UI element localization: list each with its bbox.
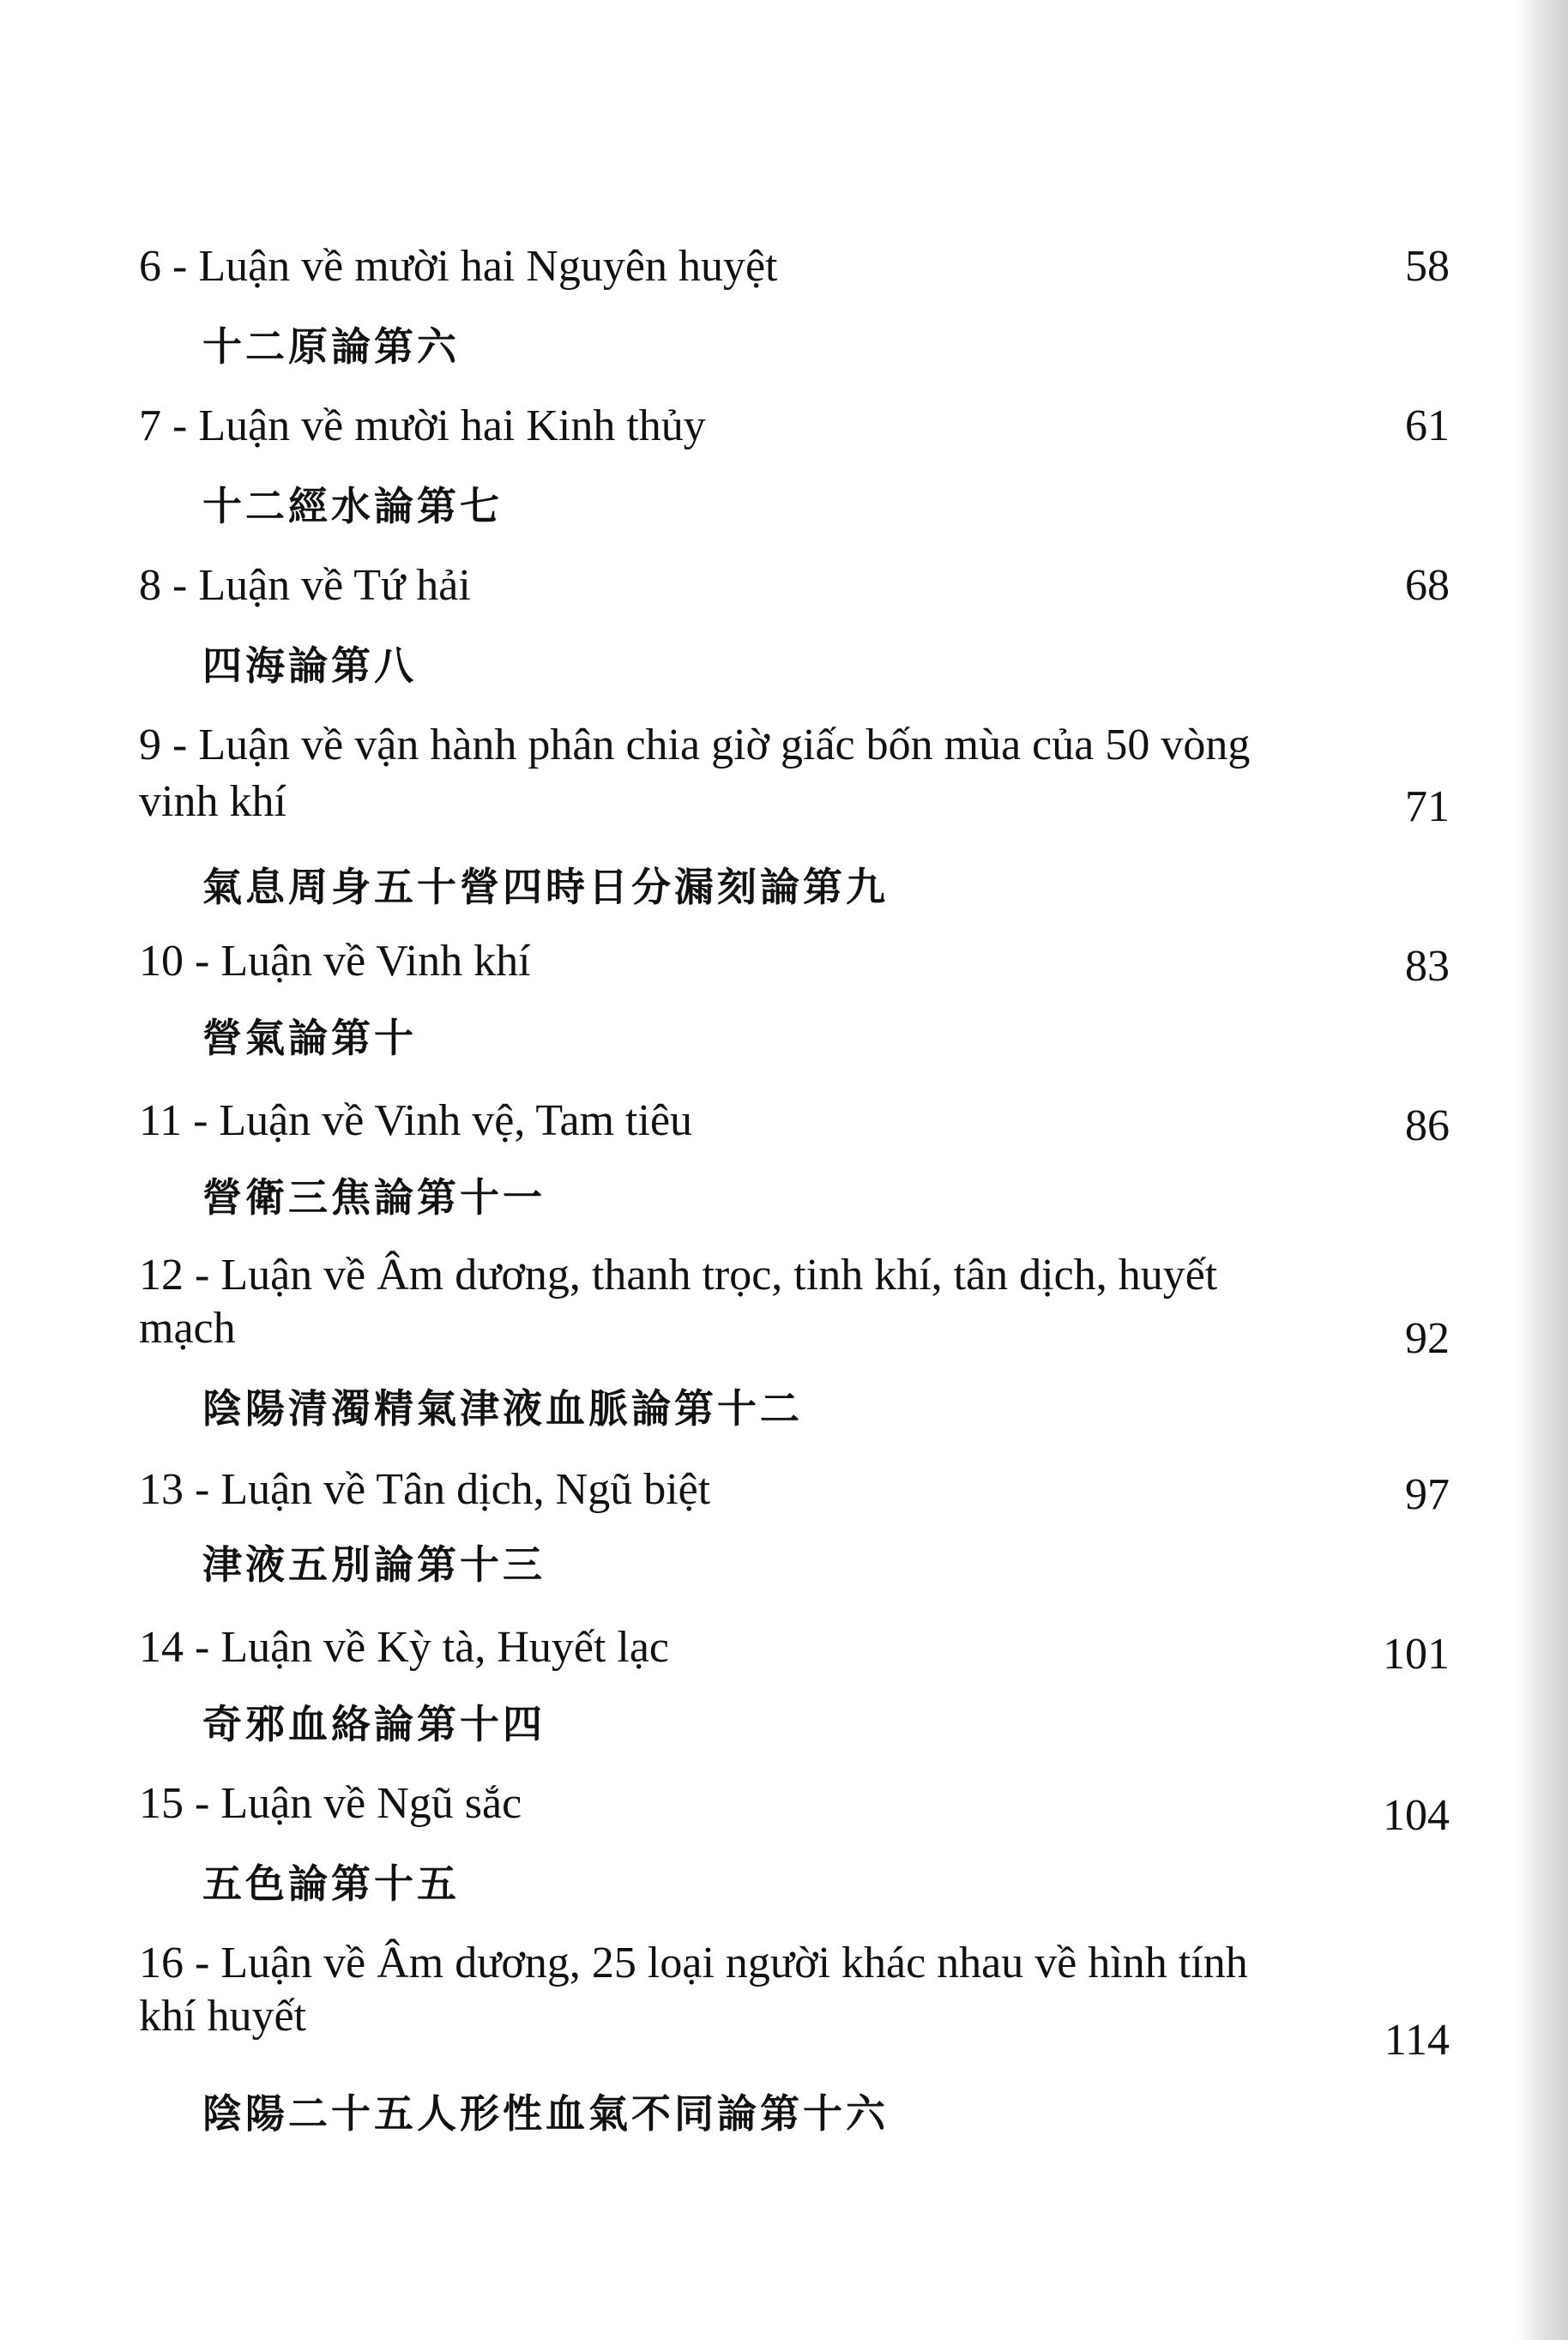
toc-entry-page: 114 — [1384, 2016, 1450, 2065]
toc-entry-title: 8 - Luận về Tứ hải — [139, 561, 471, 610]
toc-entry-title: 9 - Luận về vận hành phân chia giờ giấc bốn mùa của 50 vòng — [139, 721, 1251, 769]
toc-entry-title: 14 - Luận về Kỳ tà, Huyết lạc — [139, 1623, 670, 1672]
toc-entry-page: 101 — [1383, 1630, 1450, 1679]
toc-entry-chinese: 營衛三焦論第十一 — [202, 1174, 546, 1221]
toc-entry-page: 61 — [1405, 401, 1450, 450]
toc-entry-title-continued: vinh khí — [139, 777, 286, 826]
toc-entry-chinese: 四海論第八 — [202, 642, 417, 689]
toc-entry-title: 16 - Luận về Âm dương, 25 loại người khác nhau về hình tính — [139, 1939, 1248, 1987]
toc-entry-page: 97 — [1405, 1470, 1450, 1519]
toc-entry-title-continued: khí huyết — [139, 1992, 306, 2041]
toc-entry-page: 83 — [1405, 942, 1450, 991]
toc-entry-chinese: 氣息周身五十營四時日分漏刻論第九 — [202, 864, 889, 910]
toc-entry-title: 15 - Luận về Ngũ sắc — [139, 1779, 522, 1828]
toc-entry-page: 92 — [1405, 1314, 1450, 1363]
toc-entry-title: 6 - Luận về mười hai Nguyên huyệt — [139, 242, 778, 291]
toc-entry-chinese: 五色論第十五 — [202, 1861, 460, 1907]
toc-entry-page: 86 — [1405, 1101, 1450, 1150]
toc-entry-title: 12 - Luận về Âm dương, thanh trọc, tinh khí, tân dịch, huyết — [139, 1251, 1218, 1300]
toc-entry-chinese: 陰陽二十五人形性血氣不同論第十六 — [202, 2090, 889, 2137]
toc-entry-chinese: 十二經水論第七 — [202, 483, 503, 529]
toc-entry-page: 68 — [1405, 561, 1450, 610]
toc-entry-chinese: 津液五別論第十三 — [202, 1541, 546, 1588]
toc-entry-title: 11 - Luận về Vinh vệ, Tam tiêu — [139, 1096, 693, 1145]
toc-entry-chinese: 營氣論第十 — [202, 1015, 417, 1061]
toc-entry-chinese: 陰陽清濁精氣津液血脈論第十二 — [202, 1385, 803, 1432]
toc-entry-title: 10 - Luận về Vinh khí — [139, 937, 531, 986]
toc-entry-page: 71 — [1405, 782, 1450, 831]
toc-entry-title-continued: mạch — [139, 1304, 236, 1353]
toc-entry-title: 7 - Luận về mười hai Kinh thủy — [139, 401, 706, 450]
toc-entry-chinese: 十二原論第六 — [202, 323, 460, 370]
toc-entry-page: 104 — [1383, 1791, 1450, 1840]
toc-entry-title: 13 - Luận về Tân dịch, Ngũ biệt — [139, 1465, 711, 1514]
toc-entry-chinese: 奇邪血絡論第十四 — [202, 1701, 546, 1747]
toc-entry-page: 58 — [1405, 242, 1450, 291]
